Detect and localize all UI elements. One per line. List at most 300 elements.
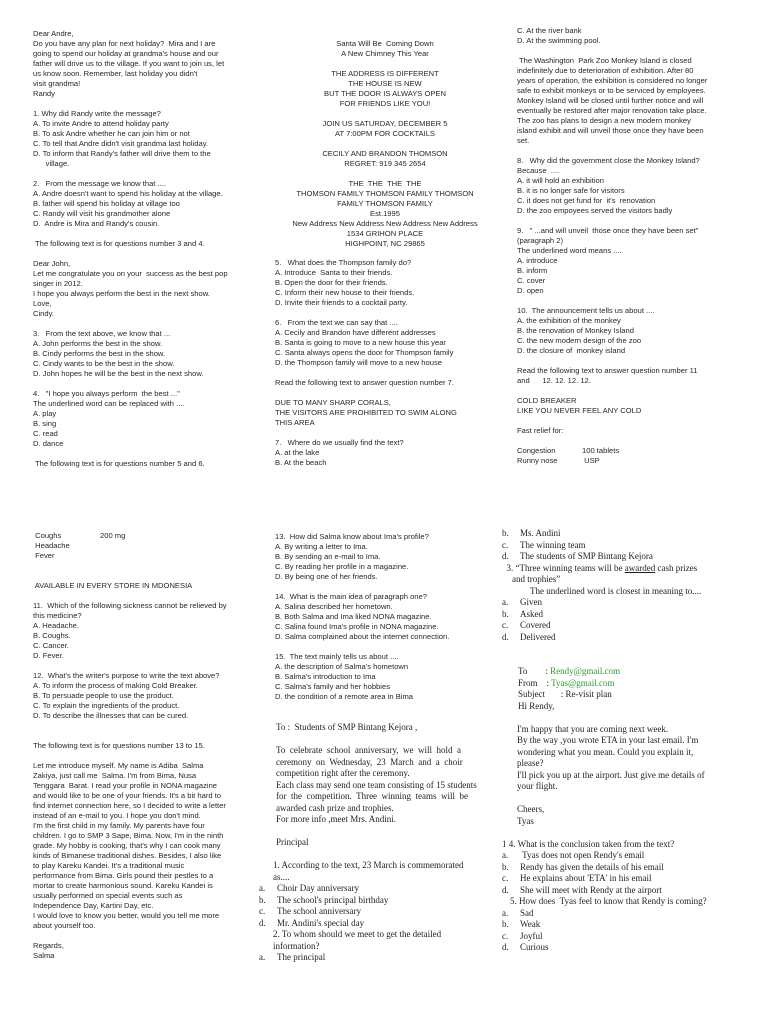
text-line: Santa Will Be Coming Down	[336, 39, 434, 48]
text-line: LIKE YOU NEVER FEEL ANY COLD	[517, 406, 642, 415]
text-line	[517, 146, 757, 156]
text-line: 11. Which of the following sickness cannot be relieved by	[33, 601, 227, 610]
text-line	[33, 319, 269, 329]
list-marker: c.	[502, 930, 509, 941]
text-line	[275, 642, 507, 652]
text-line	[502, 873, 760, 885]
text-line	[33, 99, 269, 109]
text-line: A. To invite Andre to attend holiday party	[33, 119, 169, 128]
text-span: Mr. Andini's special day	[277, 917, 365, 928]
text-line: singer in 2012.	[33, 279, 83, 288]
list-marker: b.	[502, 919, 509, 929]
text-span: Weak	[520, 919, 541, 929]
text-line: To : Students of SMP Bintang Kejora ,	[276, 722, 418, 732]
section-question-13-15	[275, 532, 507, 702]
text-line	[517, 416, 757, 426]
text-line: The underlined word can be replaced with ....	[33, 399, 185, 408]
list-marker: c.	[259, 906, 266, 916]
text-line: D. At the swimming pool.	[517, 36, 601, 45]
list-marker: b.	[502, 608, 509, 619]
text-line: kinds of Bimanese traditional dishes. Besides, I also like	[33, 851, 222, 860]
text-line: I hope you always perform the best in the next show.	[33, 289, 210, 298]
text-line: BUT THE DOOR IS ALWAYS OPEN	[324, 89, 446, 98]
text-line	[502, 632, 760, 644]
text-line: ceremony on Wednesday, 23 March and a choir	[276, 756, 463, 767]
text-line: B. father will spend his holiday at village too	[33, 199, 180, 208]
text-line	[33, 169, 269, 179]
text-line: 8. Why did the government close the Monkey Island?	[517, 156, 700, 165]
text-line: FAMILY THOMSON FAMILY	[337, 199, 433, 208]
text-line: A. Headache.	[33, 621, 80, 630]
text-line: D. Salma complained about the internet connection.	[275, 632, 450, 641]
text-line: C. Cancer.	[33, 641, 69, 650]
text-line: grade. My hobby is cooking, that's why I can cook many	[33, 841, 221, 850]
list-marker: c.	[502, 873, 509, 883]
text-line: Let me introduce myself. My name is Adiba Salma	[33, 761, 204, 770]
text-line	[33, 531, 275, 541]
text-line: B. Open the door for their friends.	[275, 278, 388, 287]
text-line	[502, 597, 760, 609]
text-line: visit grandma!	[33, 79, 81, 88]
text-span: Sad	[520, 907, 534, 918]
section-email-questions-3-5	[502, 528, 760, 954]
text-span: Coughs	[33, 531, 62, 540]
text-line	[502, 540, 760, 552]
text-line: C. Cindy wants to be the best in the show.	[33, 359, 175, 368]
text-line: 2. From the message we know that ....	[33, 179, 166, 188]
text-line: D. By being one of her friends.	[275, 572, 378, 581]
text-line: A. Introduce Santa to their friends.	[275, 268, 393, 277]
text-line: D. Andre is Mira and Randy's cousin.	[33, 219, 160, 228]
text-span: Choir Day anniversary	[277, 883, 359, 893]
text-line: set.	[517, 136, 530, 145]
text-line	[33, 591, 275, 601]
text-line	[517, 356, 757, 366]
text-line: THOMSON FAMILY THOMSON FAMILY THOMSON	[296, 189, 474, 198]
text-span: 200 mg	[100, 531, 126, 540]
text-span: Asked	[520, 608, 543, 619]
text-line: Fast relief for:	[517, 426, 564, 435]
section-invitation-text	[275, 39, 495, 249]
text-line: Love,	[33, 299, 52, 308]
text-line: usually performed on special events such as	[33, 891, 183, 900]
text-span: From :	[518, 677, 552, 688]
text-line	[502, 919, 760, 931]
text-line: going to spend our holiday at grandma's house and our	[33, 49, 219, 58]
text-line: and would like to be one of your friends. It's a bit hard to	[33, 791, 222, 800]
text-span: She will meet with Rendy at the airport	[520, 884, 662, 895]
text-line	[502, 643, 760, 655]
text-line	[275, 428, 507, 438]
text-line: village.	[33, 159, 70, 168]
text-line: about yourself too.	[33, 921, 96, 930]
text-line	[259, 883, 507, 895]
text-line: A. Andre doesn't want to spend his holiday at the village.	[33, 189, 223, 198]
text-line	[33, 751, 275, 761]
text-line: 5. What does the Thompson family do?	[275, 258, 412, 267]
text-line	[502, 793, 760, 805]
text-line: information?	[273, 940, 320, 951]
text-line	[502, 666, 760, 678]
text-line: A. To inform the process of making Cold Breaker.	[33, 681, 198, 690]
text-line: C. To explain the ingredients of the product.	[33, 701, 180, 710]
text-line: I would love to know you better, would you tell me more	[33, 911, 220, 920]
text-line: children. I go to SMP 3 Sape, Bima. Now, I'm in the ninth	[33, 831, 224, 840]
text-line	[502, 563, 760, 575]
email-address: Rendy@gmail.com	[550, 666, 621, 676]
text-line: competition right after the ceremony.	[276, 768, 410, 778]
text-line: I'm happy that you are coming next week.	[517, 723, 669, 734]
section-question-5-7	[275, 258, 507, 468]
list-marker: d.	[502, 942, 509, 952]
text-line	[33, 731, 275, 741]
text-line: 1 4. What is the conclusion taken from the text?	[502, 838, 675, 849]
text-line	[502, 620, 760, 632]
text-line: 7. Where do we usually find the text?	[275, 438, 404, 447]
text-line: HIGHPOINT, NC 29865	[345, 239, 425, 248]
text-line	[259, 734, 507, 746]
text-line: Read the following text to answer question number 11	[517, 366, 698, 375]
text-line: Zakiya, just call me Salma. I'm from Bima, Nusa	[33, 771, 197, 780]
text-span: The winning team	[520, 539, 586, 550]
text-span: The school anniversary	[277, 906, 361, 916]
text-span: Given	[520, 597, 542, 607]
text-line: C. the new modern design of the zoo	[517, 336, 642, 345]
text-line: Headache	[33, 541, 70, 550]
text-line: The zoo has plans to design a new modern monkey	[517, 116, 691, 125]
text-line: The following text is for questions number 3 and 4.	[33, 239, 205, 248]
list-marker: d.	[259, 917, 266, 928]
text-line	[259, 918, 507, 930]
text-line: D. Fever.	[33, 651, 64, 660]
text-line: C. Santa always opens the door for Thompson family	[275, 348, 454, 357]
list-marker: b.	[502, 861, 509, 872]
text-line: C. cover	[517, 276, 546, 285]
text-line: indefinitely due to deterioration of exhibition. After 80	[517, 66, 694, 75]
text-line: D. open	[517, 286, 544, 295]
text-line	[259, 849, 507, 861]
text-line: Do you have any plan for next holiday? Mira and I are	[33, 39, 216, 48]
text-line	[502, 655, 760, 667]
text-line: THE THE THE THE	[348, 179, 422, 188]
text-line: 10. The announcement tells us about ....	[517, 306, 655, 315]
text-span: 3. “Three winning teams will be	[502, 562, 625, 573]
text-span: Ms. Andini	[520, 528, 561, 538]
text-line	[275, 109, 495, 119]
text-line: DUE TO MANY SHARP CORALS,	[275, 398, 391, 407]
text-line	[33, 379, 269, 389]
text-span: USP	[582, 456, 600, 465]
text-line: AT 7:00PM FOR COCKTAILS	[334, 129, 435, 138]
text-line: Est.1995	[370, 209, 400, 218]
text-line	[502, 850, 760, 862]
text-line: A New Chimney This Year	[341, 49, 429, 58]
text-line	[502, 862, 760, 874]
text-line: C. it does not get fund for it's renovation	[517, 196, 656, 205]
text-line: C. By reading her profile in a magazine.	[275, 562, 409, 571]
text-line: find internet connection here, so I decided to write a letter	[33, 801, 226, 810]
text-line: B. To ask Andre whether he can join him or not	[33, 129, 190, 138]
text-line: 1. Why did Randy write the message?	[33, 109, 161, 118]
text-line: please?	[517, 758, 544, 768]
text-line	[502, 678, 760, 690]
section-question-8-10-cold-breaker	[517, 26, 757, 466]
text-span: Runny nose	[517, 456, 558, 465]
text-span: Congestion	[517, 446, 556, 455]
text-line: C. read	[33, 429, 58, 438]
text-line	[517, 296, 757, 306]
section-announcement-questions-1-2	[259, 722, 507, 964]
text-line	[259, 826, 507, 838]
text-line: B. By sending an e-mail to Ima.	[275, 552, 381, 561]
text-line: D. Invite their friends to a cocktail party.	[275, 298, 408, 307]
text-line	[502, 528, 760, 540]
text-line: To celebrate school anniversary, we will hold a	[276, 745, 461, 755]
text-line: B. Both Salma and Ima liked NONA magazine.	[275, 612, 432, 621]
text-span: awarded	[624, 562, 656, 573]
text-line: 13. How did Salma know about Ima's profile?	[275, 532, 429, 541]
text-line: B. it is no longer safe for visitors	[517, 186, 625, 195]
text-line: mortar to create harmonious sound. Kareku Kandei is	[33, 881, 213, 890]
text-line: Fever	[33, 551, 55, 560]
text-line	[33, 931, 275, 941]
text-line: 12. What's the writer's purpose to write the text above?	[33, 671, 220, 680]
text-line: to play Kareku Kandei. It's a traditional music	[33, 861, 185, 870]
text-line: THIS AREA	[275, 418, 315, 427]
text-line: as....	[273, 871, 290, 882]
text-line: JOIN US SATURDAY, DECEMBER 5	[322, 119, 448, 128]
text-line: Subject : Re-visit plan	[518, 689, 612, 699]
text-line: New Address New Address New Address New Address	[292, 219, 478, 228]
list-marker: a.	[259, 952, 266, 962]
text-line: The Washington Park Zoo Monkey Island is closed	[517, 56, 692, 65]
text-line: The underlined word means ....	[517, 246, 622, 255]
text-line: 5. How does Tyas feel to know that Rendy is coming?	[510, 896, 707, 906]
text-line: and 12. 12. 12. 12.	[517, 376, 591, 385]
text-line: The following text is for questions number 13 to 15.	[33, 741, 205, 750]
text-line: A. introduce	[517, 256, 558, 265]
text-line: A. play	[33, 409, 57, 418]
text-line: Let me congratulate you on your success as the best pop	[33, 269, 228, 278]
text-line	[33, 661, 275, 671]
text-line: The following text is for questions number 5 and 6.	[33, 459, 205, 468]
list-marker: c.	[502, 620, 509, 630]
text-line: island exhibit and will unveil those once they have been	[517, 126, 704, 135]
text-line: C. At the river bank	[517, 26, 582, 35]
text-span: The students of SMP Bintang Kejora	[520, 551, 653, 561]
text-line: I'm the first child in my family. My parents have four	[33, 821, 205, 830]
text-line: Tenggara Barat. I read your profile in NONA magazine	[33, 781, 218, 790]
text-line: Monkey Island will be closed until further notice and will	[517, 96, 704, 105]
text-line: THE VISITORS ARE PROHIBITED TO SWIM ALONG	[275, 408, 457, 417]
text-line: Regards,	[33, 941, 64, 950]
text-line: THE HOUSE IS NEW	[348, 79, 422, 88]
text-line: D. the zoo empoyees served the visitors badly	[517, 206, 673, 215]
text-line	[502, 609, 760, 621]
text-line: D. the condition of a remote area in Bima	[275, 692, 414, 701]
list-marker: a.	[259, 883, 266, 893]
text-line	[517, 46, 757, 56]
section-question-1-4	[33, 29, 269, 469]
text-line	[502, 942, 760, 954]
text-line: Independence Day, Kartini Day, etc.	[33, 901, 154, 910]
text-line: THE ADDRESS IS DIFFERENT	[331, 69, 439, 78]
text-line: Cheers,	[517, 804, 545, 814]
text-span: 100 tablets	[582, 446, 620, 455]
text-line	[275, 368, 507, 378]
list-marker: d.	[502, 551, 509, 561]
text-span: Delivered	[520, 631, 556, 642]
list-marker: a.	[502, 597, 509, 607]
text-line	[517, 456, 757, 466]
text-span: The school's principal birthday	[277, 894, 389, 905]
text-line: eventually be restored after major renovation take place.	[517, 106, 707, 115]
text-line	[275, 139, 495, 149]
text-line: Hi Rendy,	[518, 700, 555, 711]
text-line	[33, 449, 269, 459]
text-line	[502, 885, 760, 897]
text-line: For more info ,meet Mrs. Andini.	[276, 814, 396, 824]
text-line: B. sing	[33, 419, 57, 428]
text-line: A. Salina described her hometown.	[275, 602, 393, 611]
text-span: cash prizes	[655, 562, 698, 573]
text-line: Randy	[33, 89, 55, 98]
text-line: Cindy.	[33, 309, 54, 318]
text-line: B. At the beach	[275, 458, 327, 467]
text-line: C. Randy will visit his grandmother alone	[33, 209, 171, 218]
section-question-11-12-letter	[33, 531, 275, 961]
text-line	[33, 721, 275, 731]
text-line: 2. To whom should we meet to get the detailed	[273, 929, 442, 939]
text-line	[502, 931, 760, 943]
text-span: The principal	[277, 952, 326, 962]
email-address: Tyas@gmail.com	[551, 677, 615, 688]
text-line: D. John hopes he will be the best in the next show.	[33, 369, 204, 378]
text-line: 1. According to the text, 23 March is commemorated	[273, 860, 464, 870]
text-line: safe to exhibit monkeys or to be serviced by employees.	[517, 86, 706, 95]
text-line: A. it will hold an exhibition	[517, 176, 604, 185]
text-line	[275, 308, 507, 318]
text-line: B. Cindy performs the best in the show.	[33, 349, 166, 358]
text-line: Dear Andre,	[33, 29, 74, 38]
text-line: A. By writing a letter to Ima.	[275, 542, 368, 551]
text-line: (paragraph 2)	[517, 236, 564, 245]
text-line: D. the Thompson family will move to a new house	[275, 358, 442, 367]
text-line	[33, 561, 275, 571]
text-span: Rendy has given the details of his email	[520, 861, 664, 872]
text-line: D. dance	[33, 439, 64, 448]
list-marker: b.	[259, 894, 266, 905]
text-line: 9. " ...and will unveil those once they have been set"	[517, 226, 699, 235]
text-line: A. the description of Salma's hometown	[275, 662, 409, 671]
text-line: Salma	[33, 951, 55, 960]
text-line: this medicine?	[33, 611, 82, 620]
text-line: A. Cecily and Brandon have different addresses	[275, 328, 436, 337]
text-line	[259, 895, 507, 907]
text-line	[502, 908, 760, 920]
text-line	[502, 827, 760, 839]
text-line: Dear John,	[33, 259, 71, 268]
text-line: A. at the lake	[275, 448, 320, 457]
text-line: AVAILABLE IN EVERY STORE IN MDONESIA	[33, 581, 193, 590]
text-span: Joyful	[520, 930, 543, 941]
text-line: us know soon. Remember, last holiday you didn't	[33, 69, 198, 78]
text-line	[517, 436, 757, 446]
text-line: C. Salma's family and her hobbies	[275, 682, 390, 691]
text-line	[275, 59, 495, 69]
text-line: D. To inform that Randy's father will drive them to the	[33, 149, 211, 158]
text-line: performance from Bima. Girls pound their pestles to a	[33, 871, 214, 880]
text-line	[275, 169, 495, 179]
text-line: 15. The text mainly tells us about ....	[275, 652, 399, 661]
text-line: for the competition. Three winning teams will be	[276, 791, 469, 801]
text-line: FOR FRIENDS LIKE YOU!	[339, 99, 431, 108]
text-line: D. To describe the illnesses that can be cured.	[33, 711, 189, 720]
list-marker: c.	[502, 539, 509, 550]
text-span: To :	[518, 666, 551, 676]
text-span: Covered	[520, 620, 551, 630]
list-marker: d.	[502, 884, 509, 895]
text-line	[275, 388, 507, 398]
text-line: and trophies”	[512, 574, 561, 584]
text-line	[33, 229, 269, 239]
text-line	[33, 571, 275, 581]
text-line: years of operation, the exhibition is considered no longer	[517, 76, 708, 85]
list-marker: d.	[502, 631, 509, 642]
text-line: B. Coughs.	[33, 631, 71, 640]
text-line: awarded cash prize and trophies.	[276, 802, 394, 813]
text-line: Each class may send one team consisting of 15 students	[276, 779, 477, 790]
text-line: 1534 GRIHON PLACE	[346, 229, 424, 238]
text-line: By the way ,you wrote ETA in your last email. I'm	[517, 735, 699, 745]
text-line: B. To persuade people to use the product.	[33, 691, 174, 700]
text-line: Read the following text to answer question number 7.	[275, 378, 454, 387]
text-line	[517, 386, 757, 396]
text-line: 14. What is the main idea of paragraph one?	[275, 592, 427, 601]
list-marker: b.	[502, 528, 509, 538]
text-span: Curious	[520, 942, 549, 952]
text-line: father will drive us to the village. If you want to join us, let	[33, 59, 225, 68]
text-line: instead of an e-mail to you. I hope you don't mind.	[33, 811, 201, 820]
text-line: COLD BREAKER	[517, 396, 577, 405]
text-line: CECILY AND BRANDON THOMSON	[322, 149, 448, 158]
text-line: D. the closure of monkey island	[517, 346, 626, 355]
text-line: B. Salma's introduction to Ima	[275, 672, 376, 681]
text-line: C. To tell that Andre didn't visit grandma last holiday.	[33, 139, 209, 148]
text-line: Principal	[276, 837, 309, 847]
text-line	[259, 952, 507, 964]
text-line	[33, 249, 269, 259]
text-line: The underlined word is closest in meaning to....	[530, 585, 702, 596]
text-span: Tyas does not open Rendy's email	[520, 850, 645, 860]
text-line: B. inform	[517, 266, 548, 275]
text-line: 4. "I hope you always perform the best ..."	[33, 389, 180, 398]
text-line	[259, 906, 507, 918]
text-line	[502, 551, 760, 563]
text-line	[502, 712, 760, 724]
text-line: I'll pick you up at the airport. Just give me details of	[517, 769, 705, 780]
text-line: A. the exhibition of the monkey	[517, 316, 621, 325]
text-line: your flight.	[517, 781, 558, 791]
text-line	[517, 216, 757, 226]
text-line: A. John performs the best in the show.	[33, 339, 163, 348]
text-line: 3. From the text above, we know that ...	[33, 329, 171, 338]
text-line	[275, 582, 507, 592]
list-marker: a.	[502, 850, 509, 860]
text-line: wondering what you mean. Could you explain it,	[517, 746, 694, 757]
text-span: He explains about 'ETA' in his email	[520, 873, 652, 883]
text-line: C. Salina found Ima's profile in NONA magazine.	[275, 622, 439, 631]
